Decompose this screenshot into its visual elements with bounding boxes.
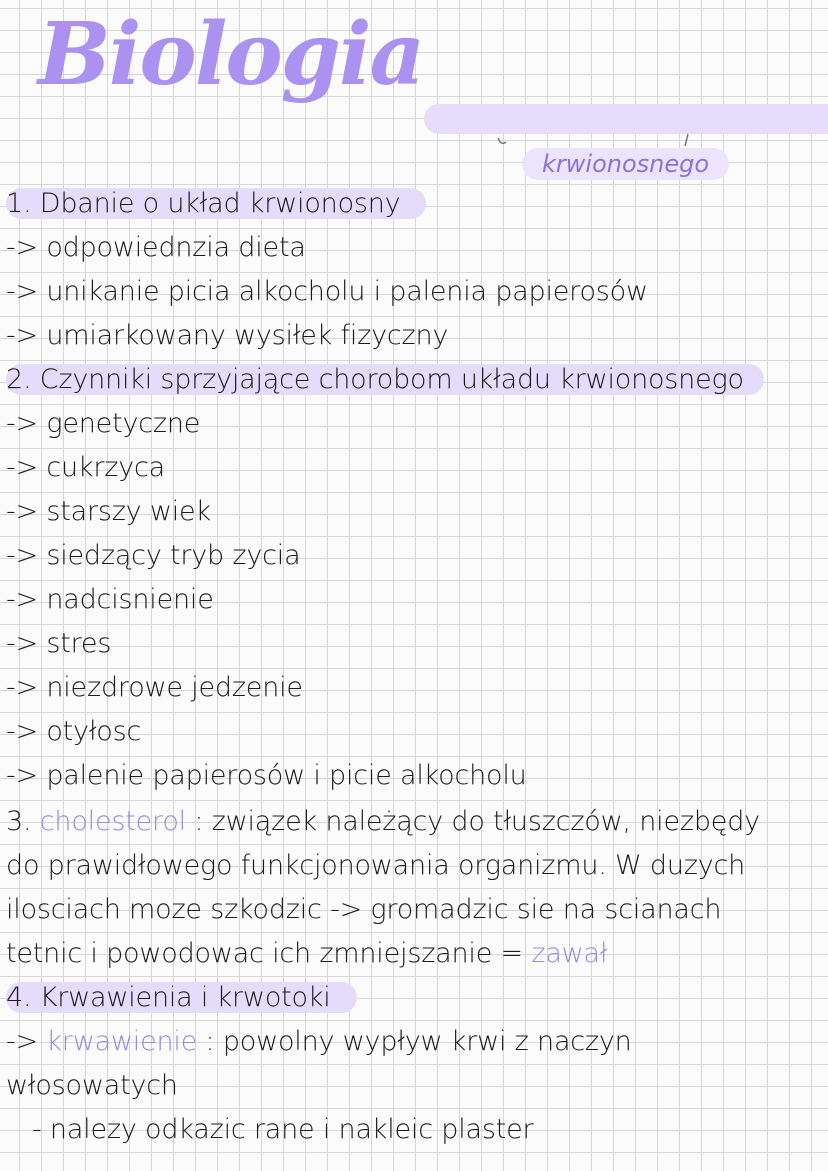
section-4-line-2: włosowatych <box>6 1070 178 1101</box>
list-item: -> cukrzyca <box>6 452 165 483</box>
list-item: -> niezdrowe jedzenie <box>6 672 303 703</box>
list-item: -> siedzący tryb zycia <box>6 540 301 571</box>
list-item: -> umiarkowany wysiłek fizyczny <box>6 320 449 351</box>
section-3-line-2: do prawidłowego funkcjonowania organizmu. W duzych <box>6 850 746 881</box>
term-krwawienie: krwawienie <box>46 1026 198 1057</box>
list-item: -> odpowiednzia dieta <box>6 232 306 263</box>
section-3-number: 3. <box>6 806 32 837</box>
list-item: -> stres <box>6 628 112 659</box>
definition-text: : związek należący do tłuszczów, niezbędy <box>194 806 760 837</box>
list-item: -> unikanie picia alkocholu i palenia papierosów <box>6 276 648 307</box>
section-3-line-1 <box>6 804 760 840</box>
section-4-line-3: - nalezy odkazic rane i nakleic plaster <box>32 1114 534 1145</box>
list-item: -> starszy wiek <box>6 496 211 527</box>
section-1-heading: 1. Dbanie o układ krwionosny <box>6 186 426 222</box>
list-item: -> genetyczne <box>6 408 201 439</box>
section-2-heading: 2. Czynniki sprzyjające chorobom układu krwionosnego <box>6 362 764 398</box>
section-3-line-4: tetnic i powodowac ich zmniejszanie = zawał <box>6 938 608 969</box>
list-item: -> nadcisnienie <box>6 584 214 615</box>
section-4-heading: 4. Krwawienia i krwotoki <box>6 980 357 1016</box>
list-item: -> palenie papierosów i picie alkocholu <box>6 760 527 791</box>
list-item: -> otyłosc <box>6 716 142 747</box>
subtitle-tag: krwionosnego <box>522 148 729 180</box>
term-zawal: zawał <box>531 938 608 969</box>
section-4-line-1: -> krwawienie : powolny wypływ krwi z naczyn <box>6 1026 632 1057</box>
page-title: Biologia <box>38 4 424 105</box>
section-3-line-3: ilosciach moze szkodzic -> gromadzic sie na scianach <box>6 894 722 925</box>
term-cholesterol: cholesterol <box>39 806 186 837</box>
